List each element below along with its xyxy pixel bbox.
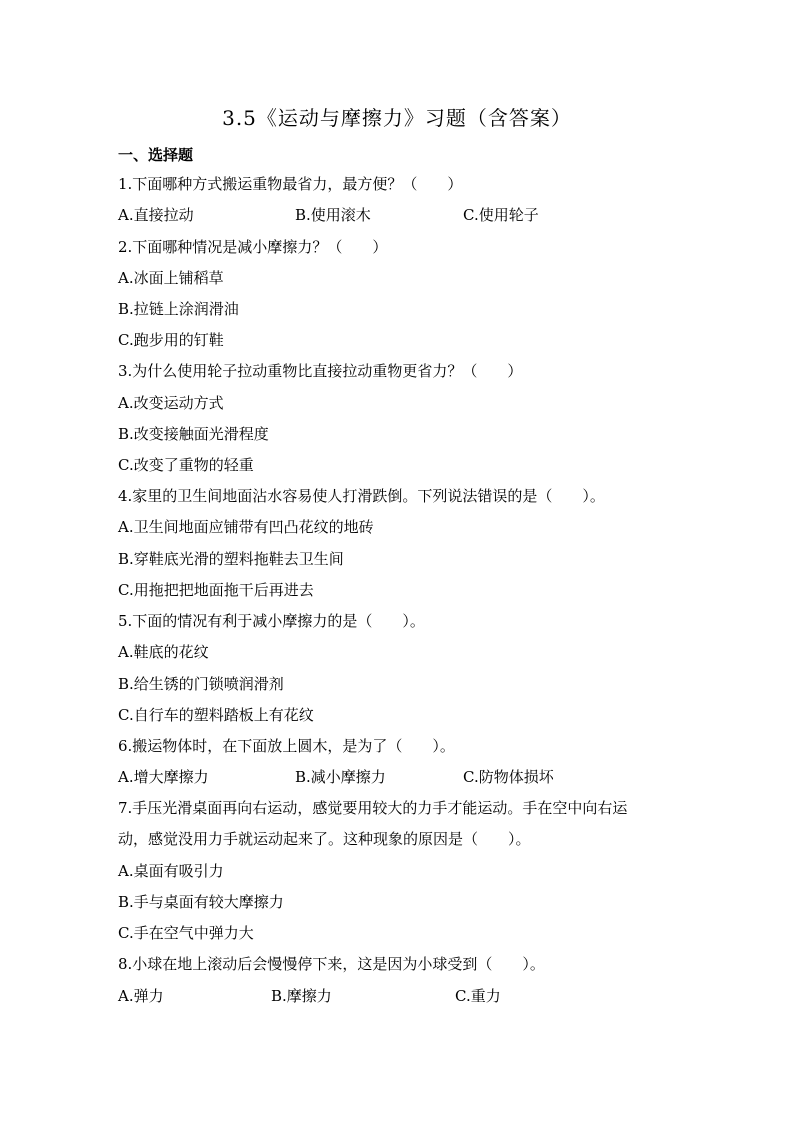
- question-8-stem: 8.小球在地上滚动后会慢慢停下来，这是因为小球受到（ ）。: [118, 955, 545, 973]
- question-1-option-b: B.使用滚木: [295, 206, 371, 224]
- question-6-option-c: C.防物体损坏: [463, 768, 554, 786]
- question-3-option-a: A.改变运动方式: [118, 394, 224, 412]
- question-2-option-b: B.拉链上涂润滑油: [118, 300, 239, 318]
- question-2-stem: 2.下面哪种情况是减小摩擦力？（ ）: [118, 238, 388, 256]
- question-4-stem: 4.家里的卫生间地面沾水容易使人打滑跌倒。下列说法错误的是（ ）。: [118, 487, 605, 505]
- question-8-option-a: A.弹力: [118, 987, 164, 1005]
- question-4-option-b: B.穿鞋底光滑的塑料拖鞋去卫生间: [118, 550, 344, 568]
- question-6-option-b: B.减小摩擦力: [295, 768, 386, 786]
- section-heading: 一、选择题: [118, 146, 194, 164]
- question-5-option-c: C.自行车的塑料踏板上有花纹: [118, 706, 314, 724]
- question-6-stem: 6.搬运物体时，在下面放上圆木，是为了（ ）。: [118, 737, 455, 755]
- question-6-option-a: A.增大摩擦力: [118, 768, 209, 786]
- question-3-stem: 3.为什么使用轮子拉动重物比直接拉动重物更省力？（ ）: [118, 362, 523, 380]
- question-2-option-c: C.跑步用的钉鞋: [118, 331, 224, 349]
- question-5-stem: 5.下面的情况有利于减小摩擦力的是（ ）。: [118, 612, 425, 630]
- question-1-stem: 1.下面哪种方式搬运重物最省力，最方便？（ ）: [118, 175, 463, 193]
- question-3-option-c: C.改变了重物的轻重: [118, 456, 254, 474]
- question-7-stem-line-1: 7.手压光滑桌面再向右运动，感觉要用较大的力手才能运动。手在空中向右运: [118, 799, 628, 817]
- question-4-option-c: C.用拖把把地面拖干后再进去: [118, 581, 314, 599]
- question-8-option-c: C.重力: [455, 987, 501, 1005]
- question-1-option-a: A.直接拉动: [118, 206, 194, 224]
- question-7-stem-line-2: 动，感觉没用力手就运动起来了。这种现象的原因是（ ）。: [118, 830, 531, 848]
- question-8-option-b: B.摩擦力: [271, 987, 332, 1005]
- question-7-option-a: A.桌面有吸引力: [118, 862, 224, 880]
- question-3-option-b: B.改变接触面光滑程度: [118, 425, 269, 443]
- question-7-option-c: C.手在空气中弹力大: [118, 924, 254, 942]
- page-title: 3.5《运动与摩擦力》习题（含答案）: [222, 106, 572, 130]
- question-1-option-c: C.使用轮子: [463, 206, 539, 224]
- question-2-option-a: A.冰面上铺稻草: [118, 269, 224, 287]
- question-5-option-a: A.鞋底的花纹: [118, 643, 209, 661]
- question-4-option-a: A.卫生间地面应铺带有凹凸花纹的地砖: [118, 518, 374, 536]
- question-7-option-b: B.手与桌面有较大摩擦力: [118, 893, 284, 911]
- question-5-option-b: B.给生锈的门锁喷润滑剂: [118, 675, 284, 693]
